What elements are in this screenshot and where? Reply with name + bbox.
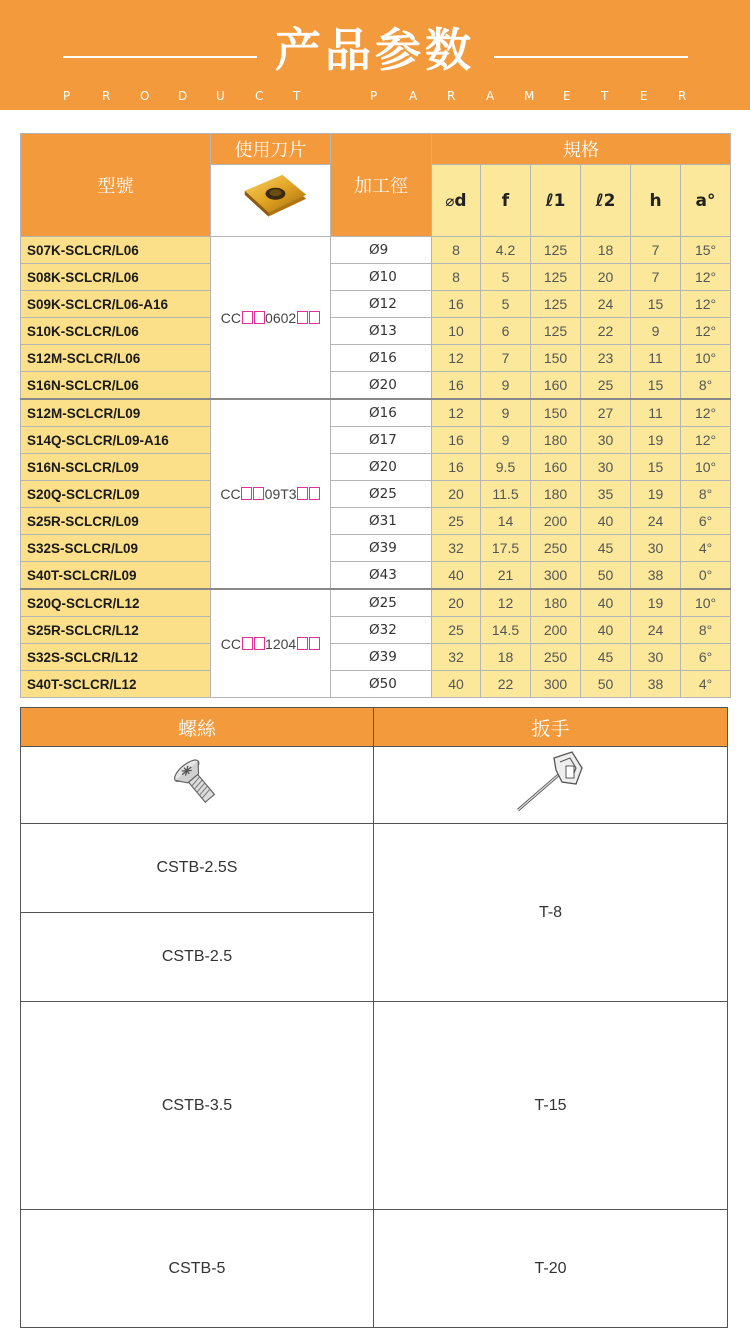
header-specification: 規格 [432, 134, 731, 165]
spec-value-a: 12° [681, 427, 731, 454]
table-row [21, 237, 731, 264]
subtitle-letter: R [678, 89, 687, 103]
spec-value-a: 6° [681, 644, 731, 671]
table-row [21, 264, 731, 291]
subtitle-letter: D [178, 89, 188, 103]
insert-image-cell [211, 165, 331, 237]
spec-value-l1: 125 [531, 318, 581, 345]
header-model: 型號 [21, 134, 211, 237]
spec-value-l2: 40 [581, 617, 631, 644]
spec-value-l1: 200 [531, 617, 581, 644]
screw-model: CSTB-5 [21, 1210, 374, 1328]
table-row [21, 589, 731, 617]
table-row [21, 644, 731, 671]
spec-value-a: 4° [681, 671, 731, 698]
spec-value-d: 25 [432, 508, 481, 535]
placeholder-box [253, 487, 264, 500]
spec-value-l1: 125 [531, 291, 581, 318]
machining-diameter-cell: Ø20 [331, 372, 432, 400]
header-banner [0, 0, 750, 110]
subtitle-letter: T [293, 89, 301, 103]
spec-value-h: 11 [631, 399, 681, 427]
spec-value-a: 15° [681, 237, 731, 264]
spec-value-h: 7 [631, 264, 681, 291]
spec-value-l2: 40 [581, 508, 631, 535]
insert-size-code: 1204 [265, 635, 297, 652]
model-cell: S20Q-SCLCR/L09 [21, 481, 211, 508]
machining-diameter-cell: Ø25 [331, 481, 432, 508]
wrench-model: T-8 [374, 824, 728, 1002]
spec-value-a: 8° [681, 372, 731, 400]
model-cell: S10K-SCLCR/L06 [21, 318, 211, 345]
subtitle-letter: R [447, 89, 456, 103]
table-row [21, 535, 731, 562]
carbide-insert-icon [211, 165, 330, 236]
spec-value-l2: 50 [581, 671, 631, 698]
spec-value-l2: 30 [581, 454, 631, 481]
spec-value-l2: 24 [581, 291, 631, 318]
subtitle-letter: T [601, 89, 609, 103]
subtitle-letter: O [140, 89, 150, 103]
wrench-model: T-20 [374, 1210, 728, 1328]
spec-value-l1: 180 [531, 589, 581, 617]
screw-model: CSTB-2.5S [21, 824, 374, 913]
insert-size-code: 0602 [265, 309, 297, 326]
table-row [21, 481, 731, 508]
screw-model: CSTB-3.5 [21, 1002, 374, 1210]
subtitle-letter: U [216, 89, 225, 103]
spec-value-f: 9.5 [481, 454, 531, 481]
spec-value-f: 6 [481, 318, 531, 345]
col-header-f: f [481, 165, 531, 237]
model-cell: S14Q-SCLCR/L09-A16 [21, 427, 211, 454]
spec-value-d: 16 [432, 291, 481, 318]
insert-code-cell [211, 399, 331, 589]
placeholder-box [254, 311, 265, 324]
spec-value-d: 40 [432, 562, 481, 590]
screw-icon [167, 753, 227, 813]
placeholder-box [309, 487, 320, 500]
accessories-table [20, 707, 728, 1328]
spec-value-l1: 125 [531, 237, 581, 264]
col-header-l2: ℓ2 [581, 165, 631, 237]
spec-value-a: 6° [681, 508, 731, 535]
spec-value-f: 9 [481, 372, 531, 400]
spec-value-h: 30 [631, 535, 681, 562]
header-wrench: 扳手 [374, 708, 728, 747]
spec-value-f: 9 [481, 427, 531, 454]
spec-value-h: 9 [631, 318, 681, 345]
header-screw: 螺絲 [21, 708, 374, 747]
product-parameter-table [20, 133, 731, 698]
spec-value-h: 19 [631, 481, 681, 508]
subtitle-letter: C [255, 89, 264, 103]
spec-value-d: 32 [432, 644, 481, 671]
spec-value-l1: 150 [531, 345, 581, 372]
model-cell: S32S-SCLCR/L09 [21, 535, 211, 562]
machining-diameter-cell: Ø31 [331, 508, 432, 535]
page-title: 产品参数 [275, 23, 475, 77]
machining-diameter-cell: Ø20 [331, 454, 432, 481]
spec-value-f: 4.2 [481, 237, 531, 264]
table-row [21, 345, 731, 372]
spec-value-d: 32 [432, 535, 481, 562]
spec-value-l1: 300 [531, 671, 581, 698]
model-cell: S09K-SCLCR/L06-A16 [21, 291, 211, 318]
machining-diameter-cell: Ø9 [331, 237, 432, 264]
subtitle-letter: A [486, 89, 495, 103]
spec-value-l1: 160 [531, 454, 581, 481]
spec-value-l1: 150 [531, 399, 581, 427]
spec-value-l2: 20 [581, 264, 631, 291]
insert-code-cell [211, 589, 331, 698]
machining-diameter-cell: Ø12 [331, 291, 432, 318]
spec-value-l2: 27 [581, 399, 631, 427]
spec-value-l1: 160 [531, 372, 581, 400]
spec-value-a: 12° [681, 399, 731, 427]
spec-value-d: 12 [432, 399, 481, 427]
model-cell: S16N-SCLCR/L09 [21, 454, 211, 481]
spec-value-l2: 35 [581, 481, 631, 508]
table-row [21, 372, 731, 400]
spec-value-h: 30 [631, 644, 681, 671]
wrench-model: T-15 [374, 1002, 728, 1210]
spec-value-a: 0° [681, 562, 731, 590]
spec-value-h: 24 [631, 508, 681, 535]
spec-value-f: 22 [481, 671, 531, 698]
header-machining-diameter: 加工徑 [331, 134, 432, 237]
table-row [21, 671, 731, 698]
model-cell: S12M-SCLCR/L06 [21, 345, 211, 372]
wrench-image-cell [374, 747, 728, 824]
spec-value-l2: 18 [581, 237, 631, 264]
subtitle-letter: R [102, 89, 111, 103]
spec-value-l1: 250 [531, 535, 581, 562]
table-row [21, 318, 731, 345]
insert-code-cell [211, 237, 331, 400]
model-cell: S40T-SCLCR/L12 [21, 671, 211, 698]
placeholder-box [297, 637, 308, 650]
insert-prefix: CC [220, 486, 241, 503]
spec-value-a: 10° [681, 589, 731, 617]
spec-value-f: 11.5 [481, 481, 531, 508]
machining-diameter-cell: Ø32 [331, 617, 432, 644]
machining-diameter-cell: Ø39 [331, 644, 432, 671]
spec-value-h: 38 [631, 671, 681, 698]
subtitle-letter: E [640, 89, 648, 103]
spec-value-l2: 45 [581, 535, 631, 562]
spec-value-l2: 25 [581, 372, 631, 400]
banner-subtitle [0, 89, 750, 105]
subtitle-letter: A [409, 89, 418, 103]
insert-prefix: CC [220, 309, 242, 326]
spec-value-d: 20 [432, 481, 481, 508]
torx-wrench-icon [506, 748, 596, 818]
model-cell: S40T-SCLCR/L09 [21, 562, 211, 590]
table-row [21, 617, 731, 644]
table-row [21, 508, 731, 535]
placeholder-box [297, 487, 308, 500]
model-cell: S08K-SCLCR/L06 [21, 264, 211, 291]
spec-value-a: 8° [681, 481, 731, 508]
spec-value-d: 8 [432, 264, 481, 291]
spec-value-h: 19 [631, 427, 681, 454]
placeholder-box [254, 637, 265, 650]
machining-diameter-cell: Ø39 [331, 535, 432, 562]
spec-value-f: 12 [481, 589, 531, 617]
banner-divider-right [494, 56, 688, 58]
spec-value-a: 12° [681, 264, 731, 291]
spec-value-l2: 45 [581, 644, 631, 671]
spec-value-f: 21 [481, 562, 531, 590]
machining-diameter-cell: Ø16 [331, 345, 432, 372]
table-row [21, 291, 731, 318]
machining-diameter-cell: Ø13 [331, 318, 432, 345]
machining-diameter-cell: Ø50 [331, 671, 432, 698]
spec-value-a: 8° [681, 617, 731, 644]
spec-value-h: 15 [631, 454, 681, 481]
header-insert: 使用刀片 [211, 134, 331, 165]
table-row [21, 399, 731, 427]
col-header-d: ⌀d [432, 165, 481, 237]
spec-value-d: 12 [432, 345, 481, 372]
spec-value-d: 10 [432, 318, 481, 345]
spec-value-l2: 22 [581, 318, 631, 345]
col-header-l1: ℓ1 [531, 165, 581, 237]
spec-value-l2: 30 [581, 427, 631, 454]
spec-value-a: 10° [681, 345, 731, 372]
spec-value-l2: 23 [581, 345, 631, 372]
spec-value-d: 40 [432, 671, 481, 698]
spec-value-f: 18 [481, 644, 531, 671]
spec-value-f: 14 [481, 508, 531, 535]
spec-value-a: 12° [681, 318, 731, 345]
model-cell: S20Q-SCLCR/L12 [21, 589, 211, 617]
machining-diameter-cell: Ø10 [331, 264, 432, 291]
spec-value-a: 10° [681, 454, 731, 481]
spec-value-l1: 200 [531, 508, 581, 535]
table-row [21, 562, 731, 590]
screw-image-cell [21, 747, 374, 824]
spec-value-l1: 300 [531, 562, 581, 590]
subtitle-letter: P [63, 89, 71, 103]
table-row [21, 454, 731, 481]
table-row [21, 427, 731, 454]
placeholder-box [297, 311, 308, 324]
machining-diameter-cell: Ø16 [331, 399, 432, 427]
model-cell: S12M-SCLCR/L09 [21, 399, 211, 427]
machining-diameter-cell: Ø43 [331, 562, 432, 590]
subtitle-letter: E [563, 89, 571, 103]
spec-value-d: 16 [432, 372, 481, 400]
model-cell: S32S-SCLCR/L12 [21, 644, 211, 671]
machining-diameter-cell: Ø17 [331, 427, 432, 454]
col-header-h: h [631, 165, 681, 237]
spec-value-h: 38 [631, 562, 681, 590]
placeholder-box [309, 311, 320, 324]
spec-value-a: 12° [681, 291, 731, 318]
insert-prefix: CC [220, 635, 242, 652]
spec-value-l1: 180 [531, 427, 581, 454]
spec-value-f: 5 [481, 291, 531, 318]
spec-value-f: 17.5 [481, 535, 531, 562]
placeholder-box [242, 311, 253, 324]
spec-value-d: 16 [432, 427, 481, 454]
spec-value-l1: 125 [531, 264, 581, 291]
spec-value-a: 4° [681, 535, 731, 562]
subtitle-letter: M [524, 89, 535, 103]
spec-value-h: 7 [631, 237, 681, 264]
spec-value-l1: 180 [531, 481, 581, 508]
model-cell: S16N-SCLCR/L06 [21, 372, 211, 400]
spec-value-h: 15 [631, 291, 681, 318]
spec-value-l2: 50 [581, 562, 631, 590]
placeholder-box [309, 637, 320, 650]
spec-value-l2: 40 [581, 589, 631, 617]
spec-value-d: 16 [432, 454, 481, 481]
machining-diameter-cell: Ø25 [331, 589, 432, 617]
spec-value-f: 14.5 [481, 617, 531, 644]
placeholder-box [241, 487, 252, 500]
spec-value-h: 24 [631, 617, 681, 644]
spec-value-h: 15 [631, 372, 681, 400]
placeholder-box [242, 637, 253, 650]
col-header-a: a° [681, 165, 731, 237]
spec-value-d: 20 [432, 589, 481, 617]
insert-size-code: 09T3 [264, 486, 297, 503]
spec-value-l1: 250 [531, 644, 581, 671]
model-cell: S25R-SCLCR/L09 [21, 508, 211, 535]
model-cell: S25R-SCLCR/L12 [21, 617, 211, 644]
screw-model: CSTB-2.5 [21, 913, 374, 1002]
spec-value-f: 5 [481, 264, 531, 291]
spec-value-f: 7 [481, 345, 531, 372]
spec-value-f: 9 [481, 399, 531, 427]
spec-value-d: 25 [432, 617, 481, 644]
spec-value-h: 19 [631, 589, 681, 617]
spec-value-h: 11 [631, 345, 681, 372]
spec-value-d: 8 [432, 237, 481, 264]
subtitle-letter: P [370, 89, 378, 103]
model-cell: S07K-SCLCR/L06 [21, 237, 211, 264]
